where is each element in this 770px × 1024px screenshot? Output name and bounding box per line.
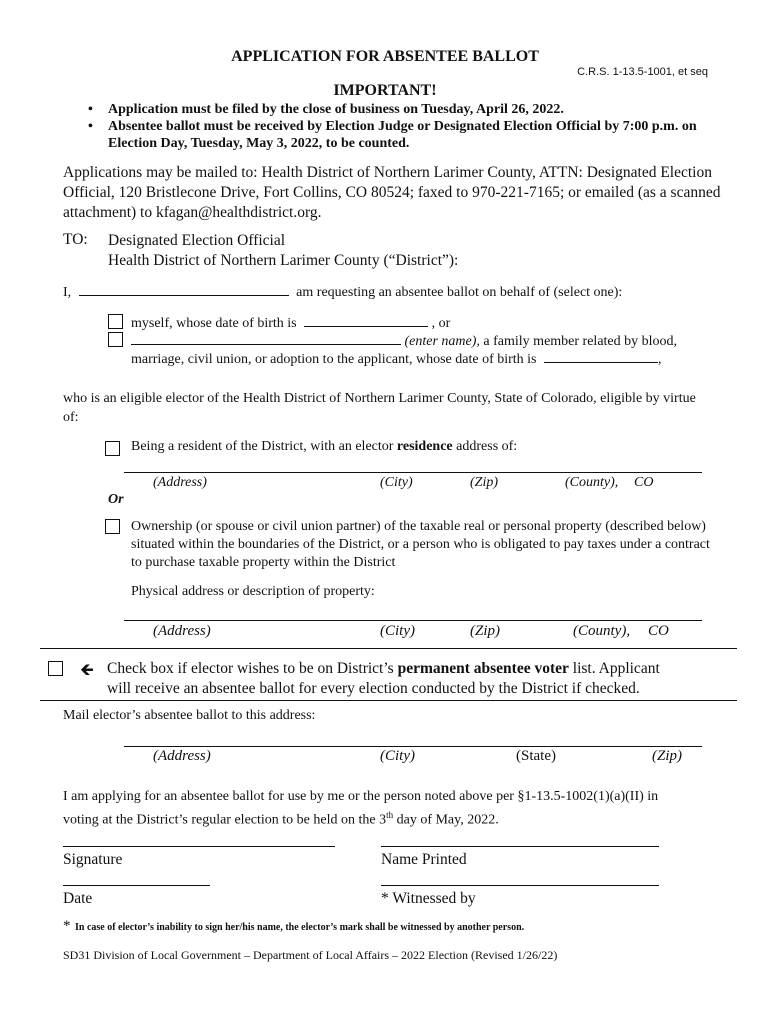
- comma: ,: [658, 352, 662, 367]
- myself-text: myself, whose date of birth is: [131, 316, 297, 331]
- mail-label-state: (State): [516, 748, 556, 764]
- addr-label-county: (County),: [565, 475, 619, 490]
- marriage-text: marriage, civil union, or adoption to the applicant, whose date of birth is: [131, 352, 537, 367]
- family-dob-field[interactable]: [544, 350, 658, 363]
- residence-address-line[interactable]: [124, 472, 702, 473]
- prop-label-city: (City): [380, 623, 415, 639]
- witnessed-by-label: * Witnessed by: [381, 890, 476, 907]
- ownership-checkbox[interactable]: [105, 519, 120, 534]
- ownership-text: Ownership (or spouse or civil union partner) of the taxable real or personal property (described below) situated within the boundaries of the District, or a person who is obligated to pay taxes under a contract to purchase taxable property within the District: [131, 519, 710, 570]
- family-dob-line: [131, 350, 662, 368]
- eligibility-text: who is an eligible elector of the Health District of Northern Larimer County, State of Colorado, eligible by virtue of:: [63, 391, 696, 425]
- footnote-asterisk: *: [63, 918, 71, 934]
- prop-label-address: (Address): [153, 623, 211, 639]
- prop-label-zip: (Zip): [470, 623, 500, 639]
- property-address-line[interactable]: [124, 620, 702, 621]
- perm-text-pre: Check box if elector wishes to be on District’s: [107, 660, 394, 677]
- physical-address-label: Physical address or description of property:: [131, 584, 375, 599]
- myself-checkbox[interactable]: [108, 314, 123, 329]
- recipient-block: [108, 231, 458, 271]
- section-divider-top: [40, 648, 737, 649]
- mail-to-label: Mail elector’s absentee ballot to this address:: [63, 708, 316, 723]
- footer: SD31 Division of Local Government – Department of Local Affairs – 2022 Election (Revised 1/26/22): [63, 948, 558, 962]
- date-line[interactable]: [63, 885, 210, 886]
- perm-text-bold: permanent absentee voter: [397, 660, 569, 677]
- myself-option: [131, 314, 450, 332]
- mailing-instructions: Applications may be mailed to: Health District of Northern Larimer County, ATTN: Designated Election Official, 120 Bristlecone Drive, Fort Collins, CO 80524; faxed to 970-221-7165; or emailed (as a scanned attachment) to kfagan@healthdistrict.org.: [63, 164, 721, 221]
- name-printed-line[interactable]: [381, 846, 659, 847]
- requesting-text: am requesting an absentee ballot on behalf of (select one):: [296, 285, 623, 300]
- footnote: In case of elector’s inability to sign her/his name, the elector’s mark shall be witnessed by another person.: [75, 922, 525, 933]
- to-label: TO:: [63, 231, 88, 248]
- bullet-filing-deadline: • Application must be filed by the close of business on Tuesday, April 26, 2022.: [88, 101, 718, 118]
- addr-label-zip: (Zip): [470, 475, 498, 490]
- i-label: I,: [63, 285, 72, 300]
- enter-name-hint: (enter name),: [404, 334, 480, 349]
- prop-label-co: CO: [648, 623, 669, 639]
- signature-label: Signature: [63, 851, 123, 868]
- section-divider-bottom: [40, 700, 737, 701]
- mail-label-city: (City): [380, 748, 415, 764]
- family-option: [131, 332, 677, 350]
- form-title: APPLICATION FOR ABSENTEE BALLOT: [231, 48, 539, 65]
- applying-statement: [63, 787, 743, 830]
- recipient-line-2: Health District of Northern Larimer County (“District”):: [108, 252, 459, 269]
- name-printed-label: Name Printed: [381, 851, 467, 868]
- recipient-line-1: Designated Election Official: [108, 232, 286, 249]
- resident-checkbox[interactable]: [105, 441, 120, 456]
- permanent-absentee-checkbox[interactable]: [48, 661, 63, 676]
- addr-label-city: (City): [380, 475, 413, 490]
- applicant-line: [63, 283, 622, 301]
- family-member-name-field[interactable]: [131, 332, 401, 345]
- resident-text-bold: residence: [396, 439, 453, 454]
- addr-label-address: (Address): [153, 475, 207, 490]
- applying-line-2b: day of May, 2022.: [393, 812, 499, 828]
- arrow-left-icon: 🡸: [80, 660, 94, 680]
- addr-label-co: CO: [634, 475, 654, 490]
- applying-line-2a: voting at the District’s regular election to be held on the 3: [63, 812, 387, 828]
- deadline-bullets: [88, 101, 718, 152]
- applicant-name-field[interactable]: [79, 283, 289, 296]
- mailing-address-line[interactable]: [124, 746, 702, 747]
- important-heading: IMPORTANT!: [333, 82, 437, 99]
- perm-text-line2: will receive an absentee ballot for every election conducted by the District if checked.: [107, 680, 640, 697]
- family-member-checkbox[interactable]: [108, 332, 123, 347]
- family-text: a family member related by blood,: [483, 334, 678, 349]
- or-divider: Or: [108, 492, 124, 507]
- perm-text-post: list. Applicant: [572, 660, 660, 677]
- bullet-receipt-deadline: • Absentee ballot must be received by Election Judge or Designated Election Official by 7:00 p.m. on Election Day, Tuesday, May 3, 2022, to be counted.: [88, 118, 718, 152]
- mail-label-zip: (Zip): [652, 748, 682, 764]
- myself-dob-field[interactable]: [304, 314, 428, 327]
- resident-text-post: address of:: [456, 439, 518, 454]
- or-text: , or: [431, 316, 451, 331]
- citation: C.R.S. 1-13.5-1001, et seq: [577, 66, 708, 78]
- signature-line[interactable]: [63, 846, 335, 847]
- date-label: Date: [63, 890, 93, 907]
- mail-label-address: (Address): [153, 748, 211, 764]
- prop-label-county: (County),: [573, 623, 631, 639]
- applying-sup: th: [386, 810, 394, 820]
- witness-line[interactable]: [381, 885, 659, 886]
- permanent-absentee-text: [107, 659, 727, 699]
- resident-option: [131, 439, 517, 455]
- applying-line-1: I am applying for an absentee ballot for use by me or the person noted above per §1-13.5-1002(1)(a)(II) in: [63, 789, 659, 804]
- resident-text-pre: Being a resident of the District, with an elector: [131, 439, 394, 454]
